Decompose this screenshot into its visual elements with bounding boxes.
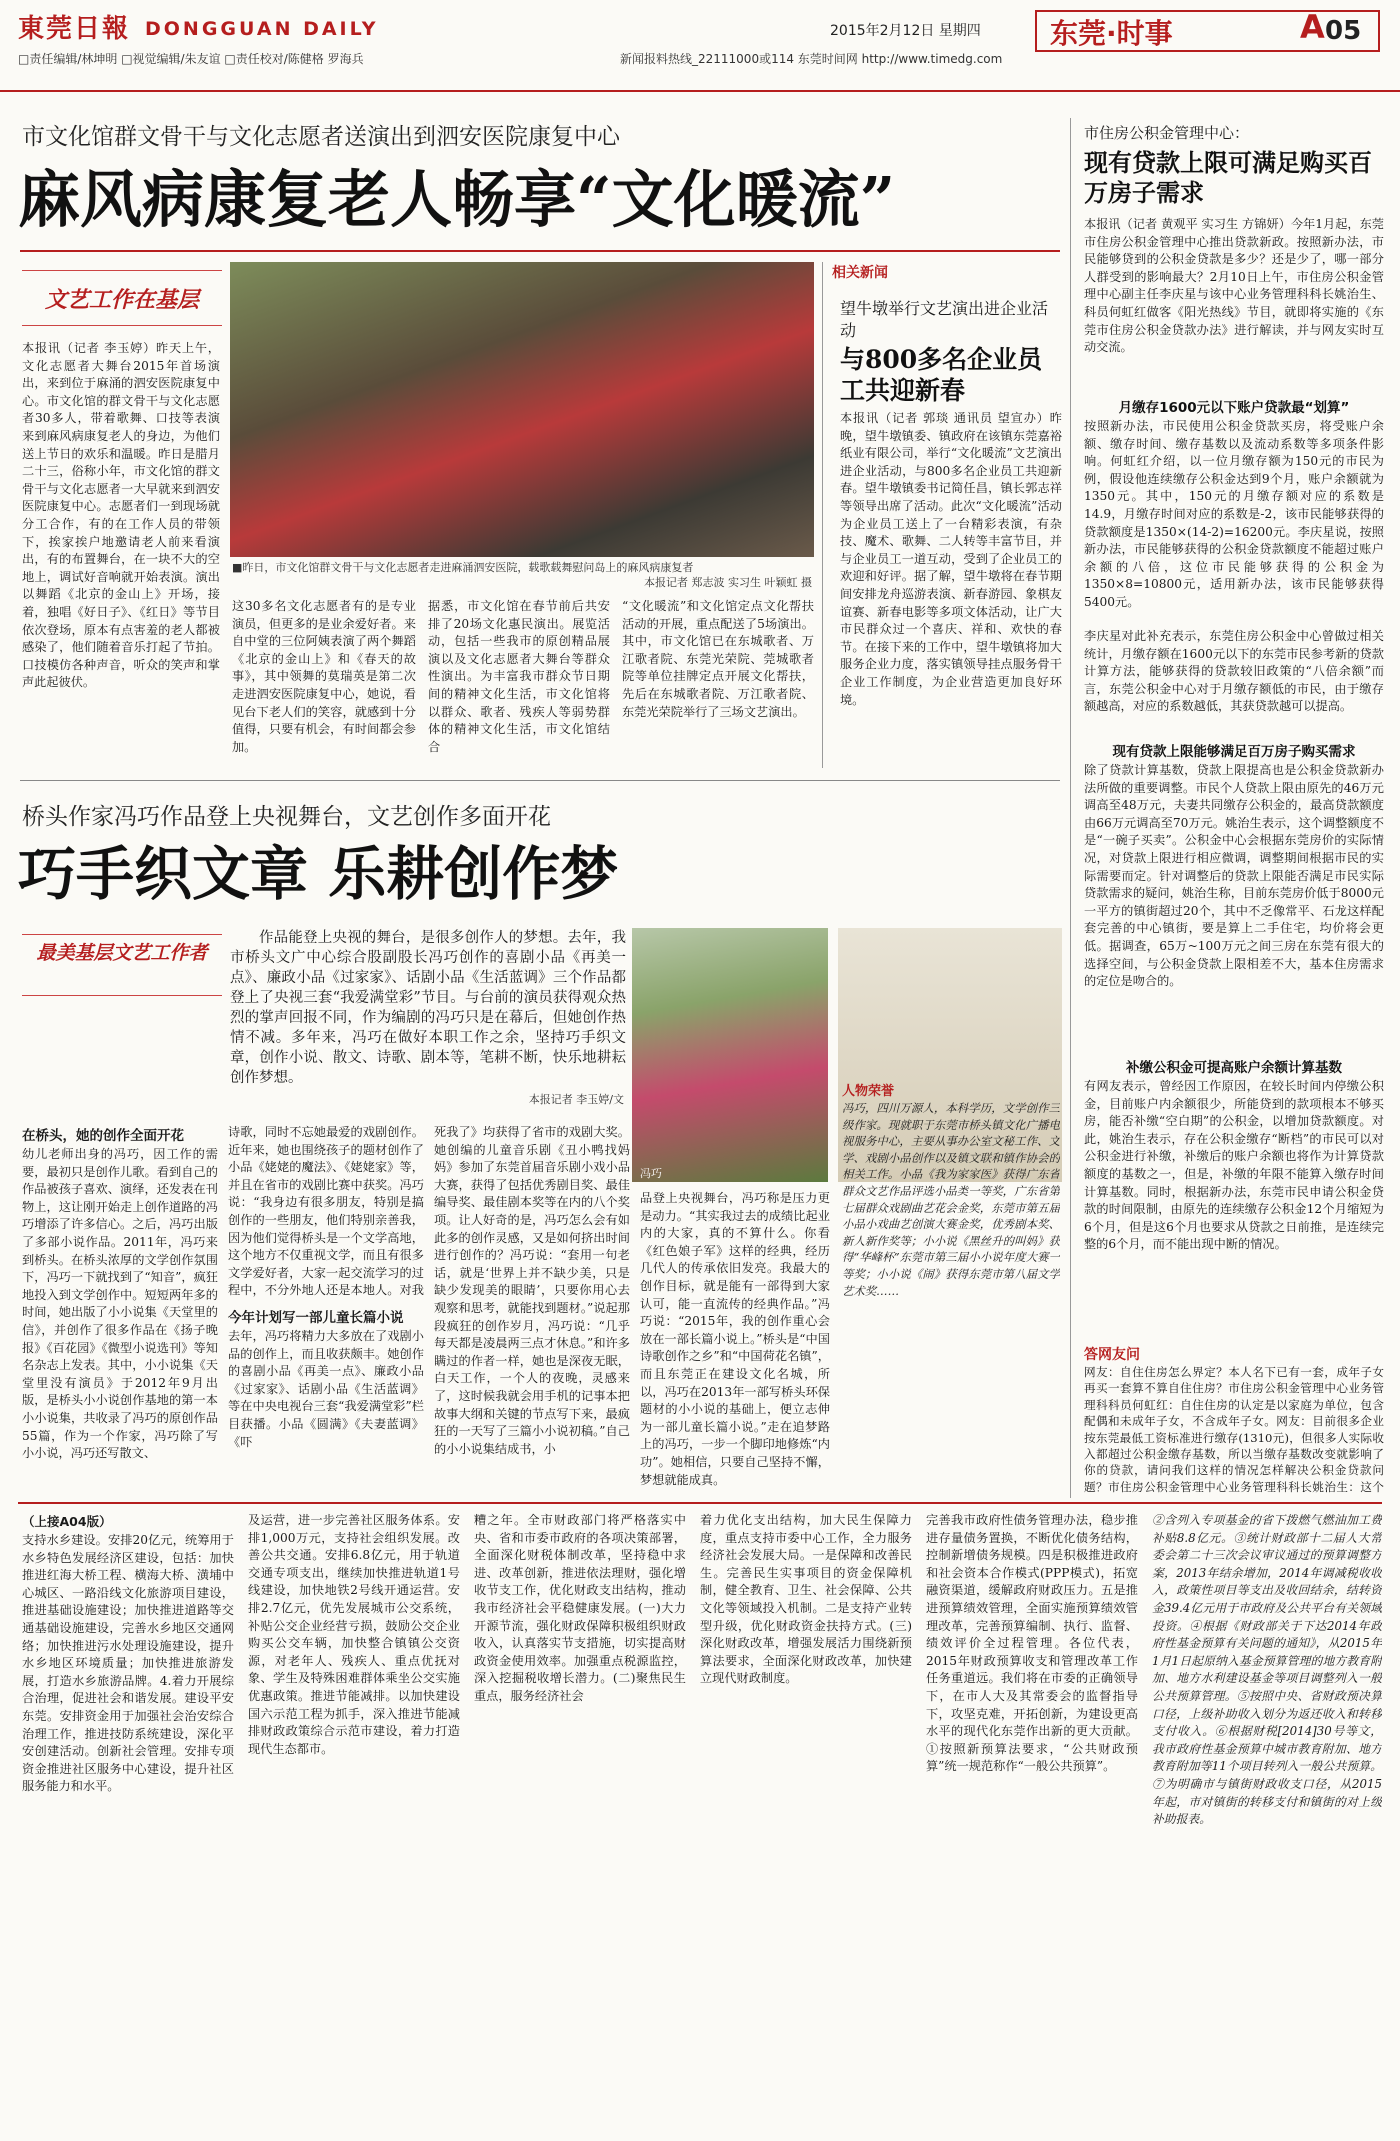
related-body: 本报讯（记者 郭琰 通讯员 望宣办）昨晚，望牛墩镇委、镇政府在该镇东莞嘉裕纸业有限公司，举行“文化暖流”文艺演出进企业活动，与800多名企业员工共迎新春。望牛墩镇委书记简任昌，镇长郭志祥等领导出席了活动。此次“文化暖流”活动为企业员工送上了一台精彩表演，有杂技、魔术、歌舞、二人转等丰富节目，并与企业员工一道互动，受到了企业员工的欢迎和好评。据了解，望牛墩将在春节期间安排龙舟巡游表演、新春游园、象棋友谊赛、新春电影等多项文体活动，让广大市民群众过一个喜庆、祥和、欢快的春节。在接下来的工作中，望牛墩镇将加大服务企业力度，落实镇领导挂点服务骨干企业工作制度，为企业营造更加良好环境。 <box>840 411 1062 707</box>
qa-text: 网友：自住住房怎么界定？本人名下已有一套，成年子女再买一套算不算自住住房？市住房公积金管理中心业务管理科科员何虹红：自住住房的认定是以家庭为单位，包含配偶和未成年子女，不含成年子女。网友：目前很多企业按东莞最低工资标准进行缴存(1310元)，但很多人实际收入都超过公积金缴存基数，所以当缴存基数改变就影响了你的贷款，请问我们这样的情况怎样解决公积金贷款问题？市住房公积金管理中心业务管理科科长姚治生：这个 <box>1084 1365 1384 1494</box>
sidebar-p3: 除了贷款计算基数，贷款上限提高也是公积金贷款新办法所做的重要调整。市民个人贷款上限由原先的46万元调高至48万元，夫妻共同缴存公积金的，最高贷款额度由66万元调高至70万元。姚治生表示，这个调整额度不是“一碗子买卖”。公积金中心会根据东莞房价的实际情况，对贷款上限进行相应微调，调整期间根据市民的实际需要而定。针对调整后的贷款上限能否满足市民实际贷款需求的疑问，姚治生称，目前东莞房价低于8000元一平方的镇街超过20个，其中不乏像常平、石龙这样配套完善的中心镇街，要是算上二手住宅，均价将会更低。据调查，65万~100万元之间三房在东莞有很大的选择空间，与公积金贷款上限相差不大，基本住房需求的定位是吻合的。 <box>1084 763 1384 989</box>
story2-photo-credit: 冯巧 <box>640 1167 662 1180</box>
sidebar-p1: 按照新办法，市民使用公积金贷款买房，将受账户余额、缴存时间、缴存基数以及流动系数等多项条件影响。何虹红介绍，以一位月缴存额为150元的市民为例，假设他连续缴存公积金达到9个月，账户余额就为1350元。其中，150元的月缴存额对应的系数是14.9，月缴存时间对应的系数是-2，该市民能够获得的贷款额度是1350×(14-2)=16200元。李庆星说，按照新办法，市民能够获得的公积金贷款额度不能超过账户余额的八倍，这位市民能够获得的公积金为1350×8=10800元，适用新办法，该市民能够获得5400元。 <box>1084 419 1384 609</box>
sidebar-subhead2: 现有贷款上限能够满足百万房子购买需求 <box>1112 744 1356 760</box>
story2-subhead2: 今年计划写一部儿童长篇小说 <box>228 1310 404 1326</box>
story1-kicker: 市文化馆群文骨干与文化志愿者送演出到泗安医院康复中心 <box>22 124 620 150</box>
story1-photo-caption: ■昨日，市文化馆群文骨干与文化志愿者走进麻涌泗安医院，载歌载舞慰问岛上的麻风病康复者 <box>232 561 694 574</box>
story-separator <box>20 780 1060 781</box>
page-number: 05 <box>1325 16 1362 46</box>
related-label: 相关新闻 <box>832 265 888 281</box>
story2-tag: 最美基层文艺工作者 <box>22 934 222 996</box>
masthead-cn: 東莞日報 <box>18 14 131 44</box>
sidebar-subhead1: 月缴存1600元以下账户贷款最“划算” <box>1118 400 1350 416</box>
story2-col2: 诗歌，同时不忘她最爱的戏剧创作。近年来，她也围绕孩子的题材创作了小品《姥姥的魔法》、《姥姥家》等，并且在省市的戏剧比赛中获奖。冯巧说：“我身边有很多朋友，特别是搞创作的一些朋友，他们特别亲善我，因为他们觉得桥头是一个文学高地，这个地方不仅重视文学，而且有很多文学爱好者，大家一起交流学习的过程中，不分外地人还是本地人。对我 <box>228 1125 424 1298</box>
sidebar-divider <box>1070 118 1071 1498</box>
story1-photo-credit: 本报记者 郑志波 实习生 叶颖虹 摄 <box>644 576 812 589</box>
story2-col4: 品登上央视舞台，冯巧称是压力更是动力。“其实我过去的成绩比起业内的大家，真的不算什么。你看《红色娘子军》这样的经典，经历几代人的传承依旧发亮。我最大的创作目标，就是能有一部得到大家认可，能一直流传的经典作品。”冯巧说：“2015年，我的创作重心会放在一部长篇小说上。”桥头是“中国诗歌创作之乡”和“中国荷花名镇”，而且东莞正在建设文化名城，所以，冯巧在2013年一部写桥头环保题材的小小说的基础上，便立志伸为一部儿童长篇小说。”走在追梦路上的冯巧，一步一个脚印地修炼“内功”。她相信，只要自己坚持不懈，梦想就能成真。 <box>640 1191 830 1487</box>
story2-col2b: 去年，冯巧将精力大多放在了戏剧小品的创作上，而且收获颇丰。她创作的喜剧小品《再美一点》、廉政小品《过家家》、话剧小品《生活蓝调》等在中央电视台三套“我爱满堂彩”栏目获播。小品《圆满》《夫妻蓝调》《吓 <box>228 1329 424 1449</box>
story1-photo <box>230 262 814 557</box>
profile-text: 冯巧，四川万源人，本科学历，文学创作三级作家。现就职于东莞市桥头镇文化广播电视服务中心，主要从事办公室文秘工作、文学、戏剧小品创作以及镇文联和镇作协会的相关工作。小品《我为家家医》获得广东省群众文艺作品评选小品类一等奖，广东省第七届群众戏剧曲艺花会金奖，东莞市第五届小品小戏曲艺创演大赛金奖，优秀剧本奖、新人新作奖等；小小说《黑丝升的叫妈》获得“华峰杯”东莞市第三届小小说年度大赛一等奖；小小说《闹》获得东莞市第八届文学艺术奖…… <box>842 1101 1060 1298</box>
sidebar-lead: 本报讯（记者 黄观平 实习生 方锦妍）今年1月起，东莞市住房公积金管理中心推出贷款新政。按照新办法，市民能够贷到的公积金贷款是多少？还是少了，哪一部分人群受到的影响最大？2月10日上午，市住房公积金管理中心副主任李庆星与该中心业务管理科科长姚治生、科员何虹红做客《阳光热线》节目，就即将实施的《东莞市住房公积金贷款办法》进行解读，并与网友实时互动交流。 <box>1084 217 1384 355</box>
related-divider <box>822 262 823 768</box>
story2-headline: 巧手织文章 乐耕创作梦 <box>18 840 619 908</box>
story1-col1: 本报讯（记者 李玉婷）昨天上午，文化志愿者大舞台2015年首场演出，来到位于麻涌的泗安医院康复中心。市文化馆的群文骨干与文化志愿者30多人，带着歌舞、口技等表演来到麻风病康复老人的身边，为他们送上节日的欢乐和温暖。昨日是腊月二十三，俗称小年，市文化馆的群文骨干与文化志愿者一大早就来到泗安医院康复中心。志愿者们一到现场就分工合作，有的在工作人员的带领下，挨家挨户地邀请老人前来看演出，有的布置舞台，在一块不大的空地上，调试好音响就开始表演。演出以舞蹈《北京的金山上》开场，接着，独唱《好日子》、《红日》等节目依次登场，原本有点害羞的老人都被感染了，他们随着音乐打起了节拍。口技模仿各种声音，听众的笑声和掌声此起彼伏。 <box>22 341 220 690</box>
section-name: 东莞·时事 <box>1050 17 1173 50</box>
sidebar-p4: 有网友表示，曾经因工作原因，在较长时间内停缴公积金，目前账户内余额很少，所能贷到的款项根本不够买房，能否补缴“空白期”的公积金，以增加贷款额度。对此，姚治生表示，存在公积金缴存“断档”的市民可以对公积金进行补缴，补缴后的账户余额也将作为计算贷款额度的基数之一，但是，补缴的年限不能算入缴存时间计算基数。同时，根据新办法，东莞市民申请公积金贷款的时间限制，由原先的连续缴存公积金12个月缩短为6个月，但是这6个月也要求从贷款之日前推，是连续完整的6个月，而不能出现中断的情况。 <box>1084 1079 1384 1252</box>
story1-col4: “文化暖流”和文化馆定点文化帮扶活动的开展，重点配送了5场演出。其中，市文化馆已在东城歌者、万江歌者院、东莞光荣院、莞城歌者院等单位挂牌定点开展文化帮扶，先后在东城歌者院、万江歌者院、东莞光荣院举行了三场文艺演出。 <box>622 599 814 719</box>
story1-rule <box>20 250 1060 252</box>
editor-credits: □责任编辑/林坤明 □视觉编辑/朱友谊 □责任校对/陈健格 罗海兵 <box>18 52 364 66</box>
sidebar-subhead3: 补缴公积金可提高账户余额计算基数 <box>1126 1060 1342 1076</box>
continued-col2: 及运营，进一步完善社区服务体系。安排1,000万元，支持社会组织发展。改善公共交通。安排6.8亿元，用于轨道交通专项支出，继续加快推进轨道1号线建设，加快地铁2号线开通运营。安排2.7亿元，优先发展城市公交系统，补贴公交企业经营亏损，鼓励公交企业购买公交车辆，加快整合镇镇公交资源，对老年人、残疾人、重点优抚对象、学生及特殊困难群体乘坐公交实施优惠政策。推进节能减排。以加快建设国六示范工程为抓手，深入推进节能减排财政政策综合示范市建设，着力打造现代生态都市。 <box>248 1513 460 1756</box>
story2-subhead1: 在桥头，她的创作全面开花 <box>22 1128 184 1144</box>
sidebar-p2: 李庆星对此补充表示，东莞住房公积金中心曾做过相关统计，月缴存额在1600元以下的东莞市民参考新的贷款计算方法，能够获得的贷款较旧政策的“八倍余额”而言，东莞公积金中心对于月缴存额低的市民，由于缴存额越高，对应的系数越低，其获贷款越可以提高。 <box>1084 629 1384 714</box>
issue-date: 2015年2月12日 星期四 <box>830 23 981 39</box>
masthead-en: DONGGUAN DAILY <box>145 18 379 40</box>
story2-photo <box>632 928 828 1182</box>
continued-col4: 着力优化支出结构，加大民生保障力度，重点支持市委中心工作，全力服务经济社会发展大局。一是保障和改善民生。完善民生实事项目的资金保障机制，健全教育、卫生、社会保障、公共文化等领域投入机制。二是支持产业转型升级，优化财政资金扶持方式。(三)深化财政改革，增强发展活力围绕新预算法要求，全面深化财政改革，加快建立现代财政制度。 <box>700 1513 912 1686</box>
story1-tag: 文艺工作在基层 <box>22 270 222 326</box>
profile-label: 人物荣誉 <box>842 1084 895 1099</box>
sidebar-kicker: 市住房公积金管理中心： <box>1084 124 1250 142</box>
story2-lead: 作品能登上央视的舞台，是很多创作人的梦想。去年，我市桥头文广中心综合股副股长冯巧创作的喜剧小品《再美一点》、廉政小品《过家家》、话剧小品《生活蓝调》三个作品都登上了央视三套“我爱满堂彩”节目。与台前的演员获得观众热烈的掌声回报不同，作为编剧的冯巧只是在幕后，但她创作热情不减。多年来，冯巧在做好本职工作之余，坚持巧手织文章，创作小说、散文、诗歌、剧本等，笔耕不断，快乐地耕耘创作梦想。 <box>230 930 626 1086</box>
story2-col3: 死我了》均获得了省市的戏剧大奖。她创编的儿童音乐剧《丑小鸭找妈妈》参加了东莞首届音乐剧小戏小品大赛，获得了包括优秀剧目奖、最佳编导奖、最佳剧本奖等在内的八个奖项。让人好奇的是，冯巧怎么会有如此多的创作灵感，又是如何挤出时间进行创作的？冯巧说：“套用一句老话，就是‘世界上并不缺少美，只是缺少发现美的眼睛’，只要你用心去观察和思考，就能找到题材。”说起那段疯狂的创作岁月，冯巧说：“几乎每天都是凌晨两三点才休息。”和许多瞒过的作者一样，她也是深夜无眠，白天工作，一个人的夜晚，灵感来了，这时候我就会用手机的记事本把故事大纲和关键的节点写下来，最疯狂的一天写了三篇小小说初稿。”自己的小小说集结成书，小 <box>434 1125 630 1456</box>
related-kicker: 望牛墩举行文艺演出进企业活动 <box>840 299 1049 340</box>
story2-kicker: 桥头作家冯巧作品登上央视舞台，文艺创作多面开花 <box>22 804 551 830</box>
continued-col5: 完善我市政府性债务管理办法，稳步推进存量债务置换，不断优化债务结构，控制新增债务规模。四是积极推进政府和社会资本合作模式(PPP模式)，拓宽融资渠道，缓解政府财政压力。五是推进预算绩效管理，全面实施预算绩效管理改革，完善预算编制、执行、监督、绩效评价全过程管理。各位代表，2015年财政预算收支和管理改革工作任务重道远。我们将在市委的正确领导下，在市人大及其常委会的监督指导下，攻坚克难，开拓创新，为建设更高水平的现代化东莞作出新的更大贡献。①按照新预算法要求，“公共财政预算”统一规范称作“一般公共预算”。 <box>926 1513 1138 1774</box>
story2-col1: 幼儿老师出身的冯巧，因工作的需要，最初只是创作儿歌。看到自己的作品被孩子喜欢、演绎，还发表在刊物上，这让刚开始走上创作道路的冯巧增添了许多信心。之后，冯巧出版了多部小说作品。2011年，冯巧来到桥头。在桥头浓厚的文学创作氛围下，冯巧一下就找到了“知音”，疯狂地投入到文学创作中。短短两年多的时间，她出版了小小说集《天堂里的信》，并创作了很多作品在《扬子晚报》《百花园》《微型小说选刊》等知名杂志上发表。其中，小小说集《天堂里没有演员》于2012年9月出版，是桥头小小说创作基地的第一本小小说集，共收录了冯巧的原创作品55篇，作为一个作家，冯巧除了写小小说，冯巧还写散文、 <box>22 1147 218 1461</box>
news-hotline: 新闻报料热线_22111000或114 东莞时间网 http://www.timedg.com <box>620 52 1003 66</box>
sidebar-headline: 现有贷款上限可满足购买百万房子需求 <box>1084 148 1372 207</box>
story1-col3: 据悉，市文化馆在春节前后共安排了20场文化惠民演出。展览活动，包括一些我市的原创精品展演以及文化志愿者大舞台等群众性演出。为丰富我市群众节日期间的精神文化生活，市文化馆将以群众、歌者、残疾人等弱势群体的精神文化生活，市文化馆结合 <box>428 599 610 754</box>
bottom-rule <box>18 1502 1382 1504</box>
page-letter: A <box>1300 8 1325 46</box>
story2-byline: 本报记者 李玉婷/文 <box>528 1093 624 1106</box>
continued-col3: 糟之年。全市财政部门将严格落实中央、省和市委市政府的各项决策部署，全面深化财税体制改革，坚持稳中求进、改革创新，推进依法理财，强化增收节支工作，优化财政支出结构，推动我市经济社会平稳健康发展。(一)大力开源节流，强化财政保障积极组织财政收入，认真落实节支措施，切实提高财政资金使用效率。加强重点税源监控，深入挖掘税收增长潜力。(二)聚焦民生重点，服务经济社会 <box>474 1513 686 1703</box>
story1-col2: 这30多名文化志愿者有的是专业演员，但更多的是业余爱好者。来自中堂的三位阿姨表演了两个舞蹈《北京的金山上》和《春天的故事》，其中领舞的莫瑞英是第二次走进泗安医院康复中心，她说，看见台下老人们的笑容，就感到十分值得，只要有机会，有时间都会参加。 <box>232 599 416 754</box>
continued-col6: ②含列入专项基金的省下拨燃气燃油加工费补贴8.8亿元。③统计财政部十二届人大常委会第二十三次会议审议通过的预算调整方案，2013年结余增加，2014年调减税收收入，政策性项目等支出及收回结余，结转资金39.4亿元用于市政府及公共平台有关领域投资。④根据《财政部关于下达2014年政府性基金预算有关问题的通知》，从2015年1月1日起原纳入基金预算管理的地方教育附加、地方水利建设基金等项目调整列入一般公共预算管理。⑤按照中央、省财政预决算口径，上级补助收入划分为返还收入和转移支付收入。⑥根据财税[2014]30号等文，我市政府性基金预算中城市教育附加、地方教育附加等11个项目转列入一般公共预算。⑦为明确市与镇街财政收支口径，从2015年起，市对镇街的转移支付和镇街的对上级补助报表。 <box>1152 1513 1382 1827</box>
related-headline: 与800多名企业员工共迎新春 <box>840 345 1043 405</box>
qa-label: 答网友问 <box>1084 1347 1140 1363</box>
continued-label: （上接A04版） <box>22 1514 112 1529</box>
story1-headline: 麻风病康复老人畅享“文化暖流” <box>18 163 896 236</box>
continued-col1: 支持水乡建设。安排20亿元，统筹用于水乡特色发展经济区建设，包括：加快推进红海大桥工程、横海大桥、潢埔中心城区、一路沿线文化旅游项目建设，推进基础设施建设；加快推进道路等交通基础设施建设，完善水乡地区交通网络；加快推进污水处理设施建设，提升水乡地区环境质量；加快推进旅游发展，打造水乡旅游品牌。4.着力开展综合治理，促进社会和谐发展。建设平安东莞。安排资金用于加强社会治安综合治理工作，推进技防系统建设，深化平安创建活动。创新社会管理。安排专项资金推进社区服务中心建设，提升社区服务能力和水平。 <box>22 1533 234 1794</box>
